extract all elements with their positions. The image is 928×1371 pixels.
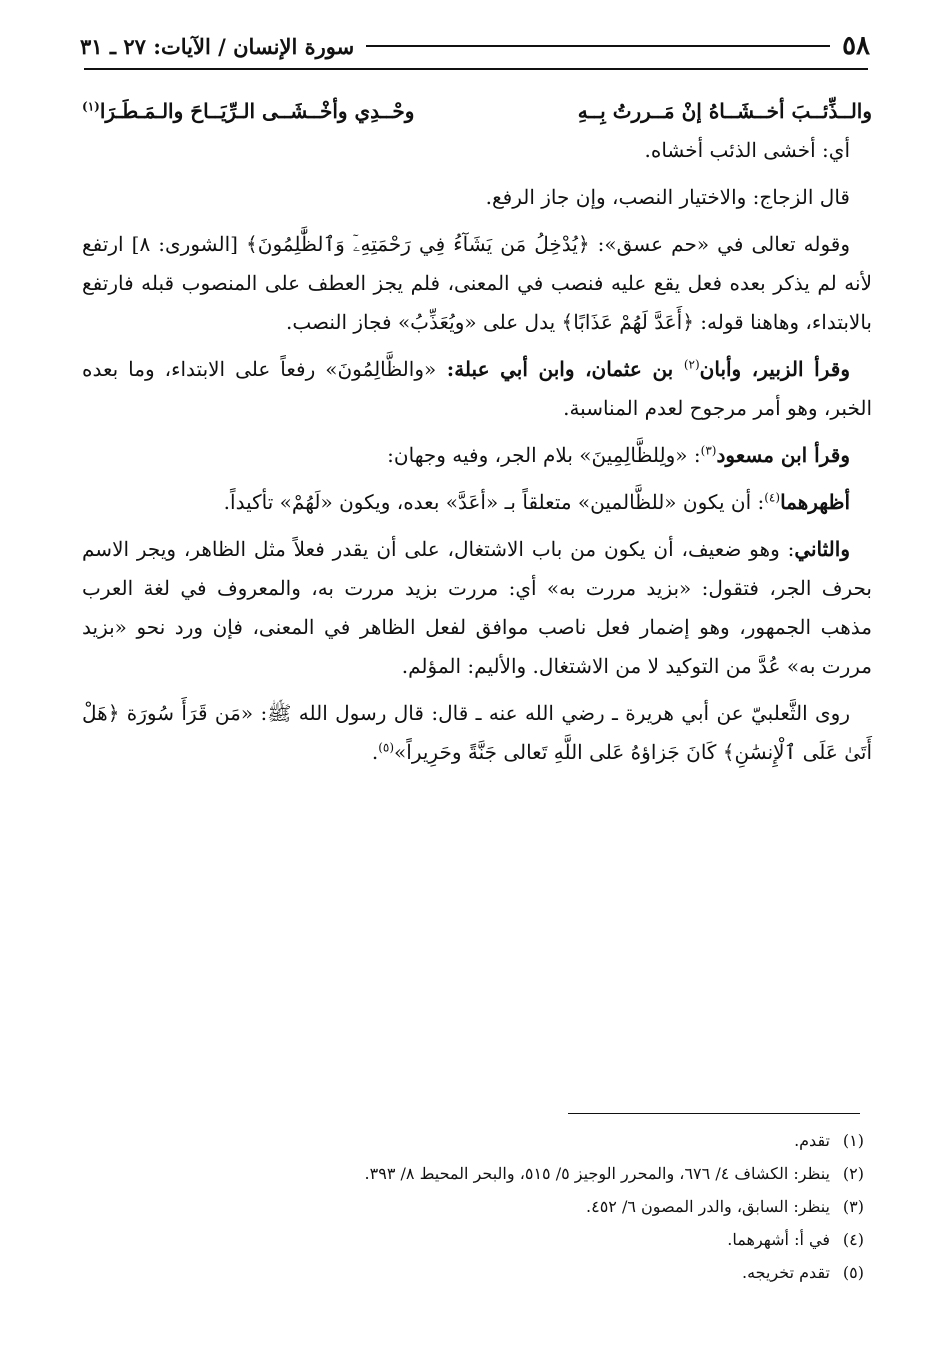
footnote-text: في أ: أشهرهما. xyxy=(727,1230,830,1249)
header-underline xyxy=(84,68,868,70)
footnote-ref-1: (١) xyxy=(82,99,100,114)
verse-hemistich-1: والــذِّئــبَ أخــشَــاهُ إنْ مَــررتُ بِــهِ xyxy=(577,99,872,123)
footnote-number: (٢) xyxy=(842,1164,864,1183)
paragraph-6 xyxy=(82,483,872,522)
verse-hemistich-2: وحْــدِي وأخْــشَــى الـرِّيَــاحَ والـمَـطَـرَا$^{(١)}$ xyxy=(82,99,415,123)
footnote-number: (٣) xyxy=(842,1197,864,1216)
poetry-verse xyxy=(82,92,872,131)
paragraph-6-text: : أن يكون «للظَّالمين» متعلقاً بـ «أعَدَّ» بعده، ويكون «لَهُمْ» تأكيداً. xyxy=(223,490,765,514)
paragraph-8-text: روى الثَّعلبيّ عن أبي هريرة ـ رضي الله عنه ـ قال: قال رسول الله ﷺ: «مَن قَرَأَ سُورَة ﴿هَلْ أَتَىٰ عَلَى ٱلْإِنسَٰنِ﴾ كَانَ جَزاؤهُ عَلى اللَّهِ تَعالى جَنَّةً وحَرِيراً» xyxy=(82,701,872,764)
footnote xyxy=(74,1256,864,1289)
header-rule xyxy=(366,45,830,47)
readers-names-1: وقرأ الزبير، وأبان xyxy=(699,357,850,381)
footnote xyxy=(74,1223,864,1256)
footnote-number: (١) xyxy=(842,1131,864,1150)
footnotes xyxy=(74,1124,864,1289)
footnote xyxy=(74,1190,864,1223)
reader-name: وقرأ ابن مسعود xyxy=(716,443,850,467)
paragraph-7-text: : وهو ضعيف، أن يكون من باب الاشتغال، على أن يقدر فعلاً مثل الظاهر، ويجر الاسم بحرف الجر، فتقول: «بزيد مررت به» أي: مررت بزيد مررت به، والمعروف في لغة العرب مذهب الجمهور، وهو إضمار فعل ناصب موافق لفعل الظاهر في المعنى، فإن ورد نحو «بزيد مررت به» عُدَّ من التوكيد لا من الاشتغال. والأليم: المؤلم. xyxy=(82,537,872,678)
footnote-number: (٥) xyxy=(842,1263,864,1282)
paragraph-3: وقوله تعالى في «حم عسق»: ﴿يُدْخِلُ مَن يَشَآءُ فِي رَحْمَتِهِۦٓ وَٱلظَّٰلِمُونَ﴾ [الشورى: ٨] ارتفع لأنه لم يذكر بعده فعل يقع عليه فنصب في المعنى، فلم يجز العطف على المنصوب قبله فارتفع بالابتداء، وهاهنا قوله: ﴿أَعَدَّ لَهُمْ عَذَابًا﴾ يدل على «ويُعَذِّبُ» فجاز النصب. xyxy=(82,232,872,334)
paragraph-7 xyxy=(82,530,872,686)
footnote-text: ينظر: السابق، والدر المصون ٦/ ٤٥٢. xyxy=(586,1197,830,1216)
paragraph-8 xyxy=(82,694,872,772)
footnote xyxy=(74,1157,864,1190)
paragraph-4 xyxy=(82,350,872,428)
paragraph-5-text: : «ولِلظَّالِمِينَ» بلام الجر، وفيه وجهان: xyxy=(387,443,701,467)
footnote-text: ينظر: الكشاف ٤/ ٦٧٦، والمحرر الوجيز ٥/ ٥١٥، والبحر المحيط ٨/ ٣٩٣. xyxy=(364,1164,830,1183)
page-number: ٥٨ xyxy=(842,31,870,61)
footnote-ref-4: (٤) xyxy=(764,490,781,505)
footnote-ref-2: (٢) xyxy=(683,357,700,372)
footnote-text: تقدم. xyxy=(794,1131,830,1150)
main-text xyxy=(82,92,872,780)
page-header xyxy=(80,26,870,66)
footnote xyxy=(74,1124,864,1157)
paragraph-8-end: . xyxy=(371,740,379,764)
first-aspect-label: أظهرهما xyxy=(780,490,850,514)
paragraph-5 xyxy=(82,436,872,475)
footnote-text: تقدم تخريجه. xyxy=(742,1263,830,1282)
footnote-number: (٤) xyxy=(842,1230,864,1249)
footnote-separator xyxy=(568,1113,860,1114)
paragraph-2: قال الزجاج: والاختيار النصب، وإن جاز الرفع. xyxy=(485,185,850,209)
second-aspect-label: والثاني xyxy=(794,537,850,561)
footnote-ref-5: (٥) xyxy=(378,740,395,755)
paragraph-4-text: «والظَّالِمُونَ» رفعاً على الابتداء، وما بعده الخبر، وهو أمر مرجوح لعدم المناسبة. xyxy=(82,357,872,420)
footnote-ref-3: (٣) xyxy=(700,443,717,458)
readers-names-2: بن عثمان، وابن أبي عبلة: xyxy=(436,357,684,381)
paragraph-1: أي: أخشى الذئب أخشاه. xyxy=(644,138,850,162)
running-head: سورة الإنسان / الآيات: ٢٧ ـ ٣١ xyxy=(80,33,355,59)
